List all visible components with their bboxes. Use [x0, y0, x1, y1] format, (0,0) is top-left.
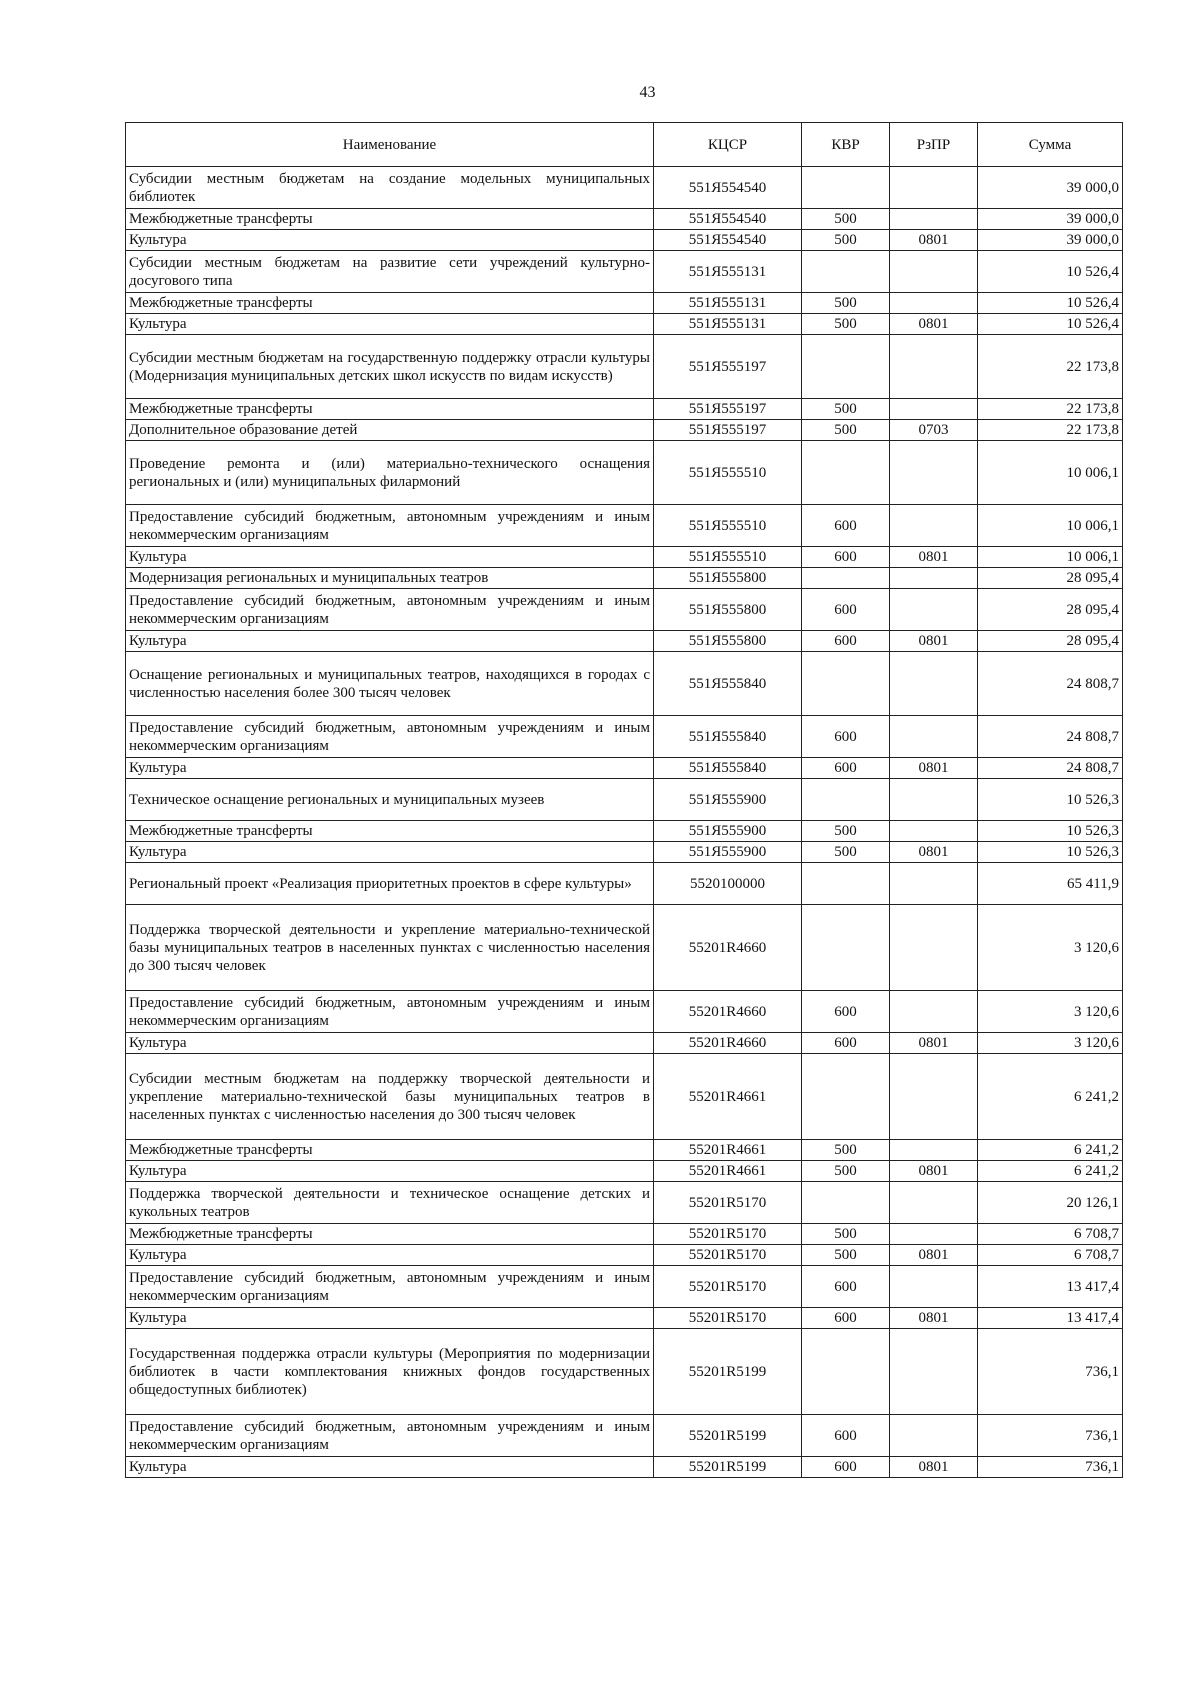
table-row	[126, 209, 1123, 230]
cell-sum: 28 095,4	[978, 589, 1123, 631]
cell-kcsr: 55201R4660	[654, 991, 802, 1033]
cell-name: Культура	[126, 1245, 654, 1266]
cell-name: Культура	[126, 314, 654, 335]
cell-rzpr	[890, 209, 978, 230]
cell-rzpr: 0801	[890, 758, 978, 779]
table-row	[126, 441, 1123, 505]
header-rzpr: РзПР	[890, 123, 978, 167]
cell-rzpr: 0801	[890, 1161, 978, 1182]
cell-sum: 28 095,4	[978, 568, 1123, 589]
cell-name: Культура	[126, 842, 654, 863]
cell-name: Поддержка творческой деятельности и укрепление материально-технической базы муниципальных театров в населенных пунктах с численностью населения до 300 тысяч человек	[126, 905, 654, 991]
cell-rzpr	[890, 1182, 978, 1224]
cell-sum: 736,1	[978, 1329, 1123, 1415]
cell-rzpr	[890, 441, 978, 505]
cell-kvr: 600	[802, 631, 890, 652]
cell-rzpr	[890, 251, 978, 293]
cell-kcsr: 55201R4661	[654, 1161, 802, 1182]
table-row	[126, 1033, 1123, 1054]
cell-kcsr: 551Я555510	[654, 505, 802, 547]
cell-rzpr	[890, 589, 978, 631]
cell-rzpr	[890, 1266, 978, 1308]
cell-kcsr: 551Я555131	[654, 293, 802, 314]
cell-kcsr: 551Я555900	[654, 842, 802, 863]
cell-kvr: 500	[802, 399, 890, 420]
cell-sum: 22 173,8	[978, 420, 1123, 441]
cell-kvr: 500	[802, 1140, 890, 1161]
cell-kvr	[802, 1054, 890, 1140]
cell-kvr: 500	[802, 821, 890, 842]
cell-kvr: 600	[802, 547, 890, 568]
cell-name: Поддержка творческой деятельности и техническое оснащение детских и кукольных театров	[126, 1182, 654, 1224]
budget-table	[125, 122, 1123, 1478]
table-row	[126, 821, 1123, 842]
cell-rzpr: 0801	[890, 1033, 978, 1054]
table-row	[126, 779, 1123, 821]
cell-name: Субсидии местным бюджетам на государственную поддержку отрасли культуры (Модернизация муниципальных детских школ искусств по видам искусств)	[126, 335, 654, 399]
header-kcsr: КЦСР	[654, 123, 802, 167]
cell-kcsr: 551Я555800	[654, 589, 802, 631]
cell-kvr	[802, 1182, 890, 1224]
cell-name: Предоставление субсидий бюджетным, автономным учреждениям и иным некоммерческим организациям	[126, 991, 654, 1033]
cell-kcsr: 55201R5170	[654, 1224, 802, 1245]
cell-kcsr: 551Я554540	[654, 230, 802, 251]
cell-name: Дополнительное образование детей	[126, 420, 654, 441]
cell-kvr: 600	[802, 1266, 890, 1308]
cell-rzpr: 0801	[890, 1308, 978, 1329]
cell-kvr	[802, 251, 890, 293]
cell-kvr	[802, 652, 890, 716]
cell-name: Культура	[126, 1308, 654, 1329]
cell-sum: 28 095,4	[978, 631, 1123, 652]
cell-rzpr: 0801	[890, 842, 978, 863]
cell-kcsr: 551Я555510	[654, 441, 802, 505]
cell-rzpr	[890, 1054, 978, 1140]
cell-kvr: 500	[802, 842, 890, 863]
cell-kvr	[802, 1329, 890, 1415]
table-row	[126, 589, 1123, 631]
table-row	[126, 758, 1123, 779]
table-row	[126, 1308, 1123, 1329]
cell-kcsr: 551Я554540	[654, 209, 802, 230]
table-row	[126, 842, 1123, 863]
table-row	[126, 420, 1123, 441]
cell-sum: 3 120,6	[978, 991, 1123, 1033]
header-kvr: КВР	[802, 123, 890, 167]
cell-sum: 39 000,0	[978, 209, 1123, 230]
cell-sum: 10 526,4	[978, 251, 1123, 293]
cell-kcsr: 551Я555131	[654, 314, 802, 335]
cell-name: Субсидии местным бюджетам на поддержку творческой деятельности и укрепление материально-технической базы муниципальных театров в населенных пунктах с численностью населения до 300 тысяч человек	[126, 1054, 654, 1140]
cell-kcsr: 551Я555840	[654, 652, 802, 716]
cell-name: Предоставление субсидий бюджетным, автономным учреждениям и иным некоммерческим организациям	[126, 589, 654, 631]
cell-rzpr: 0801	[890, 1245, 978, 1266]
cell-kcsr: 551Я555510	[654, 547, 802, 568]
cell-rzpr	[890, 652, 978, 716]
cell-rzpr	[890, 779, 978, 821]
table-row	[126, 905, 1123, 991]
cell-rzpr	[890, 1224, 978, 1245]
table-row	[126, 335, 1123, 399]
table-row	[126, 167, 1123, 209]
cell-rzpr	[890, 293, 978, 314]
cell-kcsr: 551Я555197	[654, 335, 802, 399]
cell-name: Культура	[126, 230, 654, 251]
table-header-row	[126, 123, 1123, 167]
cell-kvr: 600	[802, 589, 890, 631]
cell-kcsr: 551Я555840	[654, 758, 802, 779]
cell-name: Предоставление субсидий бюджетным, автономным учреждениям и иным некоммерческим организациям	[126, 716, 654, 758]
cell-kvr: 500	[802, 1224, 890, 1245]
cell-sum: 10 006,1	[978, 505, 1123, 547]
cell-kcsr: 55201R5199	[654, 1457, 802, 1478]
cell-sum: 20 126,1	[978, 1182, 1123, 1224]
cell-sum: 6 241,2	[978, 1140, 1123, 1161]
header-name: Наименование	[126, 123, 654, 167]
cell-kvr: 500	[802, 1245, 890, 1266]
cell-kvr: 500	[802, 209, 890, 230]
cell-kvr: 500	[802, 314, 890, 335]
cell-kvr: 500	[802, 420, 890, 441]
cell-rzpr	[890, 1415, 978, 1457]
cell-name: Межбюджетные трансферты	[126, 821, 654, 842]
table-row	[126, 1245, 1123, 1266]
cell-kvr	[802, 167, 890, 209]
cell-rzpr: 0801	[890, 547, 978, 568]
cell-sum: 22 173,8	[978, 399, 1123, 420]
table-row	[126, 652, 1123, 716]
table-row	[126, 547, 1123, 568]
cell-kcsr: 55201R5199	[654, 1329, 802, 1415]
table-row	[126, 1329, 1123, 1415]
cell-name: Предоставление субсидий бюджетным, автономным учреждениям и иным некоммерческим организациям	[126, 505, 654, 547]
cell-kcsr: 55201R5170	[654, 1245, 802, 1266]
cell-name: Оснащение региональных и муниципальных театров, находящихся в городах с численностью населения более 300 тысяч человек	[126, 652, 654, 716]
table-row	[126, 1140, 1123, 1161]
table-body	[126, 167, 1123, 1478]
cell-rzpr	[890, 399, 978, 420]
cell-kcsr: 55201R4661	[654, 1054, 802, 1140]
cell-rzpr	[890, 821, 978, 842]
cell-rzpr	[890, 716, 978, 758]
cell-kcsr: 55201R4661	[654, 1140, 802, 1161]
cell-name: Межбюджетные трансферты	[126, 1224, 654, 1245]
header-sum: Сумма	[978, 123, 1123, 167]
cell-kcsr: 551Я555800	[654, 568, 802, 589]
table-row	[126, 314, 1123, 335]
cell-kcsr: 55201R4660	[654, 1033, 802, 1054]
cell-kvr: 600	[802, 716, 890, 758]
cell-kvr: 600	[802, 758, 890, 779]
cell-rzpr	[890, 863, 978, 905]
cell-sum: 6 708,7	[978, 1224, 1123, 1245]
cell-sum: 10 006,1	[978, 547, 1123, 568]
cell-name: Культура	[126, 547, 654, 568]
cell-kvr: 600	[802, 505, 890, 547]
cell-rzpr	[890, 505, 978, 547]
table-row	[126, 251, 1123, 293]
cell-name: Культура	[126, 631, 654, 652]
cell-name: Предоставление субсидий бюджетным, автономным учреждениям и иным некоммерческим организациям	[126, 1266, 654, 1308]
cell-kvr: 600	[802, 1033, 890, 1054]
table-row	[126, 631, 1123, 652]
cell-rzpr	[890, 568, 978, 589]
cell-name: Культура	[126, 1457, 654, 1478]
cell-name: Культура	[126, 1033, 654, 1054]
cell-name: Техническое оснащение региональных и муниципальных музеев	[126, 779, 654, 821]
cell-sum: 10 526,3	[978, 842, 1123, 863]
cell-sum: 10 006,1	[978, 441, 1123, 505]
table-row	[126, 1054, 1123, 1140]
cell-name: Модернизация региональных и муниципальных театров	[126, 568, 654, 589]
cell-sum: 13 417,4	[978, 1308, 1123, 1329]
cell-sum: 24 808,7	[978, 716, 1123, 758]
cell-name: Культура	[126, 758, 654, 779]
table-row	[126, 505, 1123, 547]
cell-kvr	[802, 441, 890, 505]
cell-name: Субсидии местным бюджетам на развитие сети учреждений культурно-досугового типа	[126, 251, 654, 293]
cell-kvr: 600	[802, 991, 890, 1033]
table-row	[126, 230, 1123, 251]
page-number: 43	[639, 84, 656, 101]
cell-kcsr: 55201R4660	[654, 905, 802, 991]
cell-kvr: 500	[802, 293, 890, 314]
cell-name: Межбюджетные трансферты	[126, 399, 654, 420]
table-row	[126, 1266, 1123, 1308]
cell-sum: 65 411,9	[978, 863, 1123, 905]
table-row	[126, 399, 1123, 420]
cell-kvr: 600	[802, 1457, 890, 1478]
cell-kvr	[802, 779, 890, 821]
cell-name: Межбюджетные трансферты	[126, 1140, 654, 1161]
cell-kcsr: 55201R5170	[654, 1182, 802, 1224]
cell-kvr	[802, 335, 890, 399]
cell-kvr: 600	[802, 1415, 890, 1457]
cell-kvr: 600	[802, 1308, 890, 1329]
cell-kvr: 500	[802, 230, 890, 251]
table-row	[126, 1415, 1123, 1457]
cell-name: Проведение ремонта и (или) материально-технического оснащения региональных и (или) муниципальных филармоний	[126, 441, 654, 505]
cell-rzpr: 0801	[890, 230, 978, 251]
cell-kvr	[802, 863, 890, 905]
table-row	[126, 1182, 1123, 1224]
cell-name: Межбюджетные трансферты	[126, 209, 654, 230]
cell-sum: 6 241,2	[978, 1054, 1123, 1140]
cell-kcsr: 55201R5170	[654, 1266, 802, 1308]
cell-rzpr: 0703	[890, 420, 978, 441]
cell-name: Государственная поддержка отрасли культуры (Мероприятия по модернизации библиотек в части комплектования книжных фондов государственных общедоступных библиотек)	[126, 1329, 654, 1415]
cell-sum: 24 808,7	[978, 652, 1123, 716]
table-row	[126, 863, 1123, 905]
table-row	[126, 293, 1123, 314]
cell-kcsr: 551Я555197	[654, 399, 802, 420]
cell-kvr: 500	[802, 1161, 890, 1182]
cell-sum: 22 173,8	[978, 335, 1123, 399]
cell-sum: 39 000,0	[978, 230, 1123, 251]
cell-sum: 24 808,7	[978, 758, 1123, 779]
cell-sum: 6 241,2	[978, 1161, 1123, 1182]
table-row	[126, 568, 1123, 589]
cell-kcsr: 551Я555900	[654, 779, 802, 821]
cell-sum: 10 526,4	[978, 314, 1123, 335]
cell-rzpr	[890, 1140, 978, 1161]
cell-kcsr: 551Я555900	[654, 821, 802, 842]
cell-name: Субсидии местным бюджетам на создание модельных муниципальных библиотек	[126, 167, 654, 209]
cell-kcsr: 551Я555840	[654, 716, 802, 758]
cell-kcsr: 55201R5199	[654, 1415, 802, 1457]
table-row	[126, 1224, 1123, 1245]
cell-rzpr	[890, 905, 978, 991]
cell-kvr	[802, 568, 890, 589]
table-row	[126, 1161, 1123, 1182]
table-row	[126, 991, 1123, 1033]
cell-rzpr: 0801	[890, 1457, 978, 1478]
cell-kcsr: 55201R5170	[654, 1308, 802, 1329]
table-row	[126, 716, 1123, 758]
cell-rzpr	[890, 991, 978, 1033]
cell-kvr	[802, 905, 890, 991]
cell-kcsr: 551Я555131	[654, 251, 802, 293]
cell-sum: 3 120,6	[978, 905, 1123, 991]
cell-sum: 3 120,6	[978, 1033, 1123, 1054]
cell-rzpr	[890, 1329, 978, 1415]
cell-name: Предоставление субсидий бюджетным, автономным учреждениям и иным некоммерческим организациям	[126, 1415, 654, 1457]
cell-sum: 736,1	[978, 1415, 1123, 1457]
cell-rzpr: 0801	[890, 314, 978, 335]
cell-sum: 10 526,4	[978, 293, 1123, 314]
cell-rzpr: 0801	[890, 631, 978, 652]
cell-kcsr: 551Я554540	[654, 167, 802, 209]
cell-kcsr: 5520100000	[654, 863, 802, 905]
cell-rzpr	[890, 167, 978, 209]
cell-sum: 10 526,3	[978, 779, 1123, 821]
cell-name: Межбюджетные трансферты	[126, 293, 654, 314]
cell-sum: 39 000,0	[978, 167, 1123, 209]
cell-sum: 6 708,7	[978, 1245, 1123, 1266]
cell-sum: 13 417,4	[978, 1266, 1123, 1308]
cell-name: Региональный проект «Реализация приоритетных проектов в сфере культуры»	[126, 863, 654, 905]
cell-name: Культура	[126, 1161, 654, 1182]
cell-kcsr: 551Я555197	[654, 420, 802, 441]
cell-kcsr: 551Я555800	[654, 631, 802, 652]
cell-sum: 10 526,3	[978, 821, 1123, 842]
cell-rzpr	[890, 335, 978, 399]
cell-sum: 736,1	[978, 1457, 1123, 1478]
table-row	[126, 1457, 1123, 1478]
